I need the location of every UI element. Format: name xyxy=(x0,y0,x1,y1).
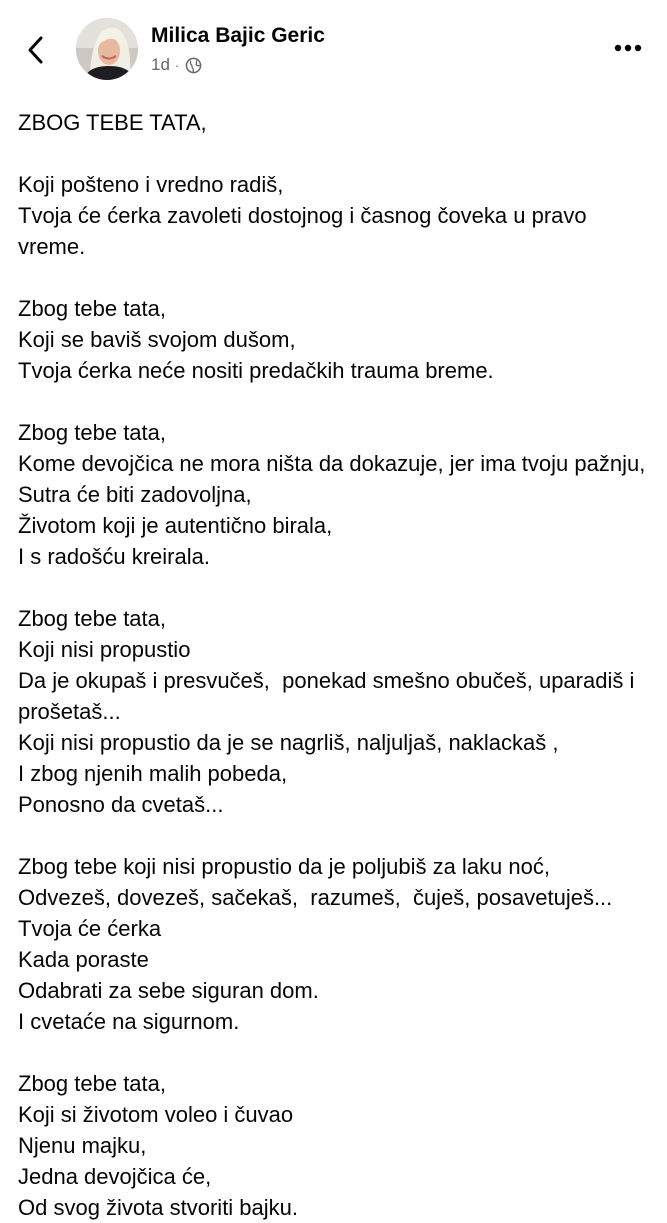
back-button[interactable] xyxy=(22,30,52,70)
author-name[interactable]: Milica Bajic Geric xyxy=(151,24,325,47)
post-line: Tvoja će ćerka zavoleti dostojnog i časnog čoveka u pravo vreme. xyxy=(18,203,593,259)
post-line: Ponosno da cvetaš... xyxy=(18,792,224,817)
post-line: Odvezeš, dovezeš, sačekaš, razumeš, čuješ, posavetuješ... xyxy=(18,885,613,910)
post-line: I s radošću kreirala. xyxy=(18,544,210,569)
post-line: Da je okupaš i presvučeš, ponekad smešno obučeš, uparadiš i prošetaš... xyxy=(18,668,641,724)
post-header xyxy=(0,0,667,100)
post-line: Od svog života stvoriti bajku. xyxy=(18,1195,299,1220)
post-line: Koji nisi propustio xyxy=(18,637,191,662)
chevron-left-icon xyxy=(22,30,52,70)
post-line: Koji si životom voleo i čuvao xyxy=(18,1102,294,1127)
post-stanza xyxy=(18,169,648,262)
post-line: ZBOG TEBE TATA, xyxy=(18,110,207,135)
post-line: Zbog tebe tata, xyxy=(18,420,166,445)
post-stanza xyxy=(18,603,648,820)
profile-photo xyxy=(76,18,138,80)
post-line: Jedna devojčica će, xyxy=(18,1164,212,1189)
avatar[interactable] xyxy=(76,18,138,80)
post-line: Tvoja ćerka neće nositi predačkih trauma breme. xyxy=(18,358,494,383)
post-stanza xyxy=(18,417,648,572)
post-line: Zbog tebe tata, xyxy=(18,296,166,321)
post-stanza xyxy=(18,851,648,1037)
post-time[interactable]: 1d xyxy=(151,55,170,74)
more-horizontal-icon xyxy=(606,30,650,66)
post-line: I zbog njenih malih pobeda, xyxy=(18,761,288,786)
post-meta xyxy=(151,54,202,76)
post-line: Zbog tebe koji nisi propustio da je poljubiš za laku noć, xyxy=(18,854,550,879)
post-line: I cvetaće na sigurnom. xyxy=(18,1009,240,1034)
post-line: Kada poraste xyxy=(18,947,149,972)
post-line: Koji nisi propustio da je se nagrliš, naljuljaš, naklackaš , xyxy=(18,730,559,755)
post-line: Koji se baviš svojom dušom, xyxy=(18,327,296,352)
post-stanza xyxy=(18,107,648,138)
post-line: Koji pošteno i vredno radiš, xyxy=(18,172,284,197)
post-line: Njenu majku, xyxy=(18,1133,147,1158)
globe-icon xyxy=(185,57,202,74)
post-stanza xyxy=(18,293,648,386)
post-line: Zbog tebe tata, xyxy=(18,606,166,631)
post-text xyxy=(18,107,648,1223)
post-line: Životom koji je autentično birala, xyxy=(18,513,333,538)
more-options-button[interactable] xyxy=(606,30,650,66)
meta-separator: · xyxy=(174,57,180,73)
post-line: Sutra će biti zadovoljna, xyxy=(18,482,252,507)
post-line: Odabrati za sebe siguran dom. xyxy=(18,978,319,1003)
post-line: Kome devojčica ne mora ništa da dokazuje, jer ima tvoju pažnju, xyxy=(18,451,646,476)
post-line: Tvoja će ćerka xyxy=(18,916,162,941)
post-line: Zbog tebe tata, xyxy=(18,1071,166,1096)
